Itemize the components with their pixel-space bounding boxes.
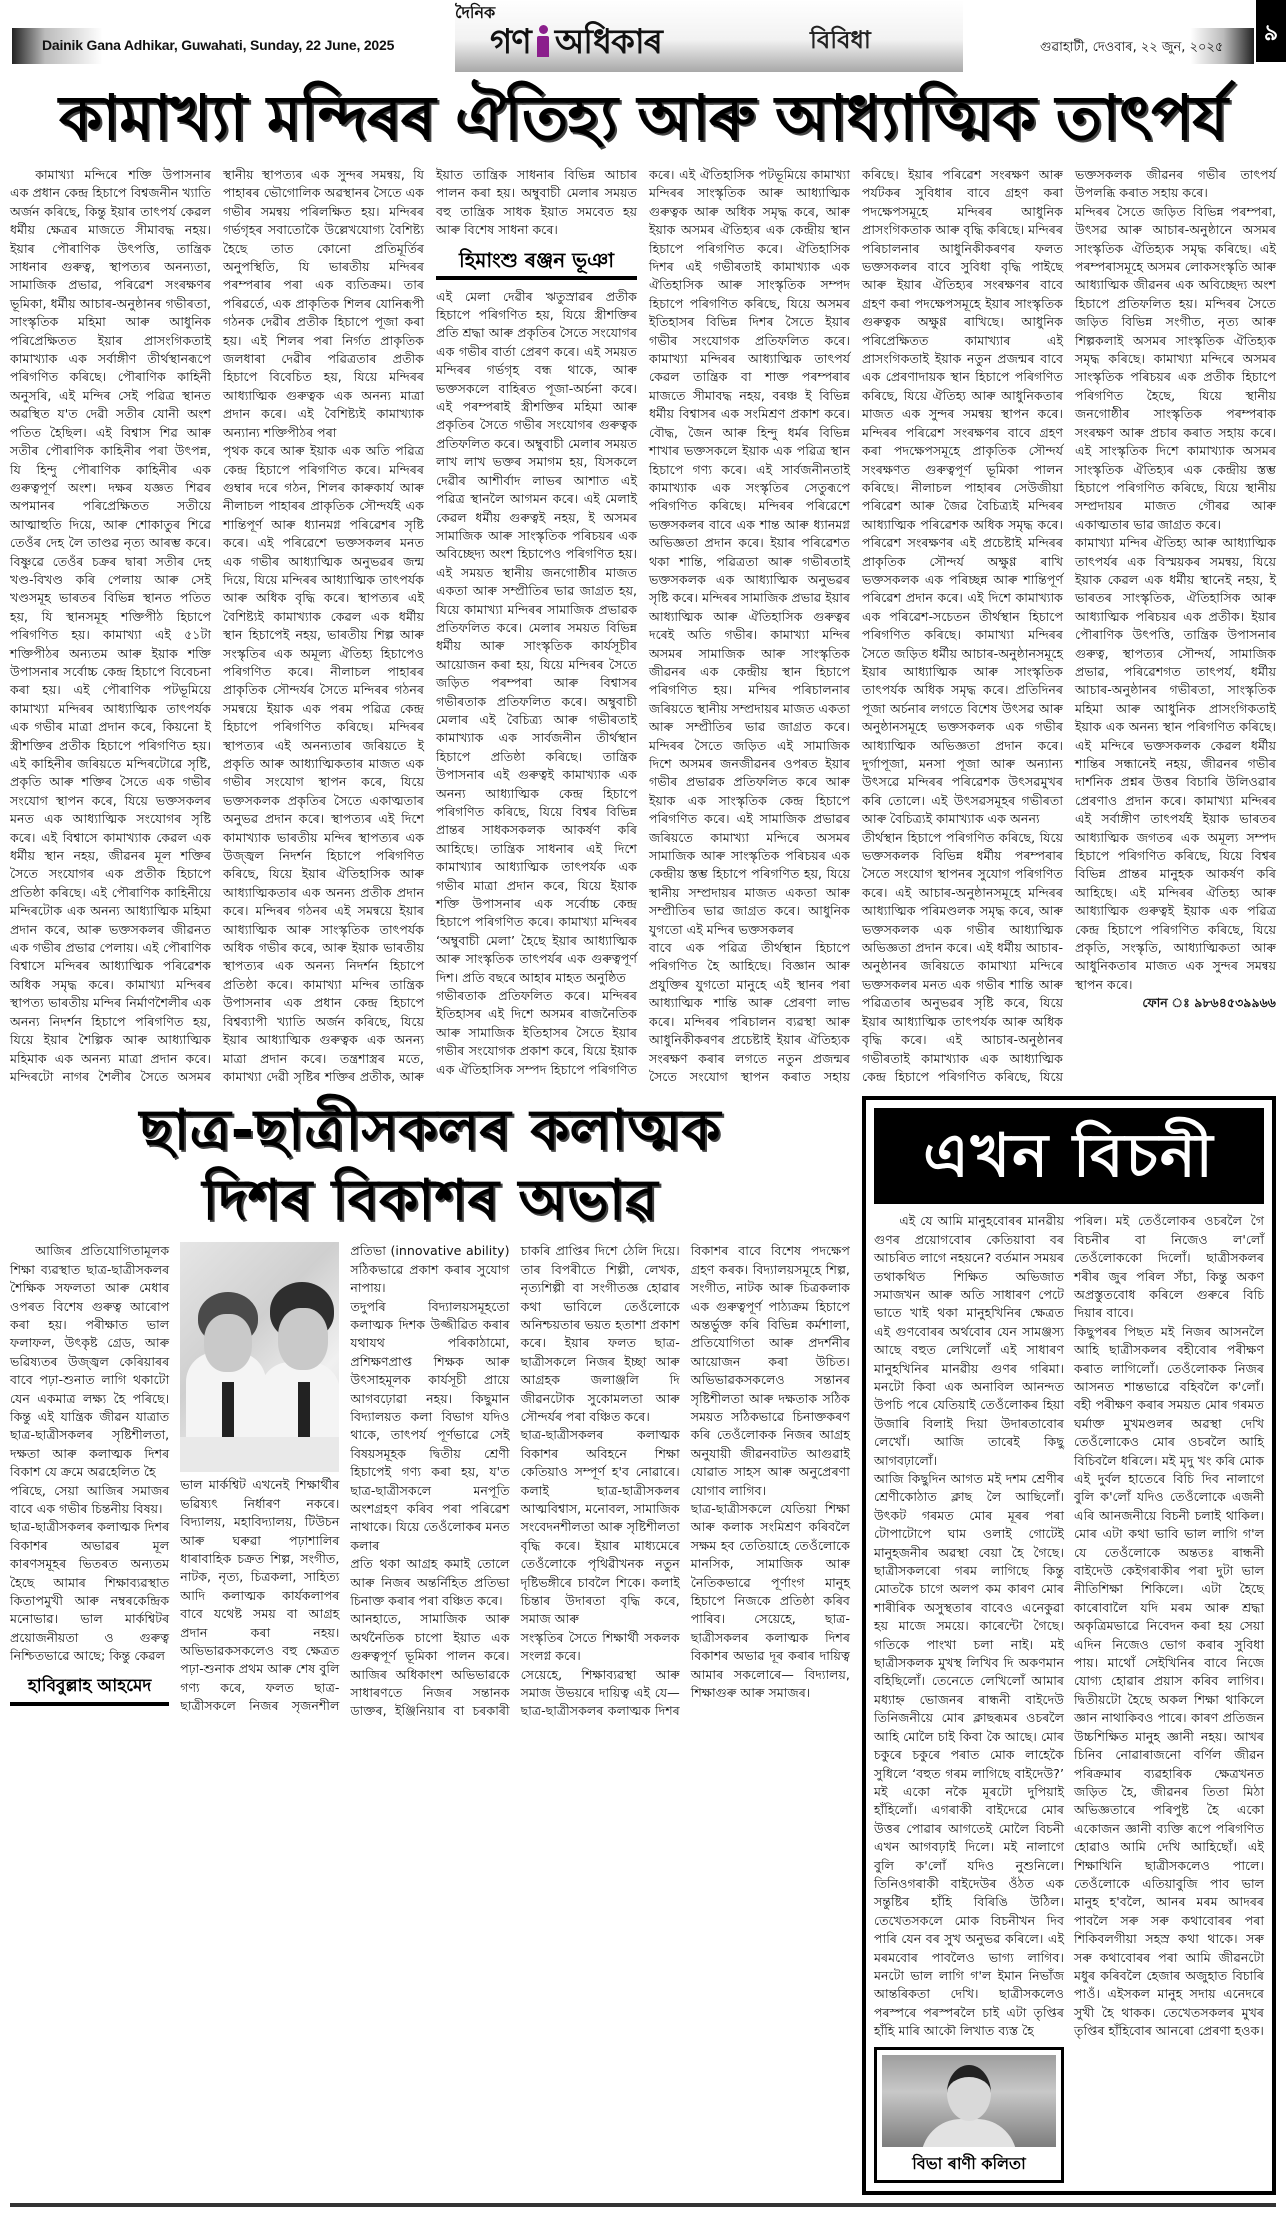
lower-section xyxy=(10,1096,1276,2194)
portrait-shoulders xyxy=(921,2119,1017,2147)
author-portrait xyxy=(882,2055,1056,2147)
article1-paragraph: পৃথক কৰে আৰু ইয়াক এক অতি পৱিত্ৰ কেন্দ্ৰ হিচাপে পৰিগণিত কৰে। মন্দিৰৰ গুম্বাৰ দৰে গঠন, শিলৰ কাৰুকাৰ্য আৰু নীলাচল পাহাৰৰ প্ৰাকৃতিক সৌন্দৰ্যই এক শান্তিপূৰ্ণ আৰু ধ্যানমগ্ন পৰিৱেশৰ সৃষ্টি কৰে। এই পৰিৱেশে ভক্তসকলৰ মনত এক গভীৰ আধ্যাত্মিক অনুভৱৰ জন্ম দিয়ে, যিয়ে মন্দিৰৰ আধ্যাত্মিক তাৎপৰ্যক আৰু অধিক বৃদ্ধি কৰে। স্থাপত্যৰ এই বৈশিষ্ট্যই কামাখ্যাক কেৱল এক ধৰ্মীয় স্থান হিচাপেই নহয়, ভাৰতীয় শিল্প আৰু সংস্কৃতিৰ এক অমূল্য ঐতিহ্য হিচাপেও পৰিগণিত কৰে। নীলাচল পাহাৰৰ প্ৰাকৃতিক সৌন্দৰ্যৰ সৈতে মন্দিৰৰ গঠনৰ সমন্বয়ে ইয়াক এক পৰম পৱিত্ৰ কেন্দ্ৰ হিচাপে পৰিগণিত কৰিছে। মন্দিৰৰ স্থাপত্যৰ এই অনন্যতাৰ জৰিয়তে ই প্ৰকৃতি আৰু আধ্যাত্মিকতাৰ মাজত এক গভীৰ সংযোগ স্থাপন কৰে, যিয়ে ভক্তসকলক প্ৰকৃতিৰ সৈতে একাত্মতাৰ অনুভৱ প্ৰদান কৰে। স্থাপত্যৰ এই দিশে কামাখ্যাক ভাৰতীয় মন্দিৰ স্থাপত্যৰ এক উজ্জ্বল নিদৰ্শন হিচাপে পৰিগণিত কৰিছে, যিয়ে ইয়াৰ ঐতিহাসিক আৰু আধ্যাত্মিকতাৰ এক অনন্য প্ৰতীক প্ৰদান কৰে। মন্দিৰৰ গঠনৰ এই সমন্বয়ে ইয়াৰ আধ্যাত্মিক আৰু সাংস্কৃতিক তাৎপৰ্যক অধিক গভীৰ কৰে, আৰু ইয়াক ভাৰতীয় স্থাপত্যৰ এক অনন্য নিদৰ্শন হিচাপে প্ৰতিষ্ঠা কৰে। কামাখ্যা মন্দিৰ তান্ত্ৰিক উপাসনাৰ এক প্ৰধান কেন্দ্ৰ হিচাপে বিশ্বব্যাপী খ্যাতি অৰ্জন কৰিছে, যিয়ে ইয়াৰ আধ্যাত্মিক গুৰুত্বক এক অনন্য মাত্ৰা প্ৰদান কৰে। তন্ত্ৰশাস্ত্ৰৰ মতে, কামাখ্যা দেৱী সৃষ্টিৰ শক্তিৰ প্ৰতীক, আৰু ইয়াত তান্ত্ৰিক সাধনাৰ বিভিন্ন আচাৰ পালন কৰা হয়। অম্বুবাচী মেলাৰ সময়ত বহু তান্ত্ৰিক সাধক ইয়াত সমবেত হয় আৰু বিশেষ সাধনা কৰে। xyxy=(223,167,637,1084)
masthead xyxy=(0,0,1286,72)
bichani-author: বিভা ৰাণী কলিতা xyxy=(912,2153,1026,2173)
article2-paragraph: পৰিছে, সেয়া আজিৰ সমাজৰ বাবে এক গভীৰ চিন্তনীয় বিষয়। ছাত্ৰ-ছাত্ৰীসকলৰ কলাত্মক দিশৰ বিকাশৰ অভাৱৰ মূল কাৰণসমূহৰ ভিতৰত অন্যতম হৈছে আমাৰ শিক্ষাব্যৱস্থাত কিতাপমুখী আৰু নম্বৰকেন্দ্ৰিক মনোভাৱ। ভাল মাৰ্কশ্বিটৰ প্ৰয়োজনীয়তা ও গুৰুত্ব নিশ্চিতভাৱে আছে; কিন্তু কেৱল xyxy=(10,1482,170,1664)
article2-byline: হাবিবুল্লাহ আহমেদ xyxy=(27,1675,152,1696)
article1-paragraph: গভীৰতাক প্ৰতিফলিত কৰে। মন্দিৰৰ ইতিহাসৰ এই দিশে অসমৰ ৰাজনৈতিক আৰু সামাজিক ইতিহাসৰ সৈতে ইয়াৰ গভীৰ সংযোগক প্ৰকাশ কৰে, যিয়ে ইয়াক এক ঐতিহাসিক সম্পদ হিচাপে পৰিগণিত কৰে। এই ঐতিহাসিক পটভূমিয়ে কামাখ্যা মন্দিৰৰ সাংস্কৃতিক আৰু আধ্যাত্মিক গুৰুত্বক আৰু অধিক সমৃদ্ধ কৰে, আৰু ইয়াক অসমৰ ঐতিহ্যৰ এক কেন্দ্ৰীয় স্থান হিচাপে পৰিগণিত কৰে। ঐতিহাসিক দিশৰ এই গভীৰতাই কামাখ্যাক এক ঐতিহাসিক আৰু সাংস্কৃতিক সম্পদ হিচাপে পৰিগণিত কৰিছে, যিয়ে অসমৰ ইতিহাসৰ বিভিন্ন দিশৰ সৈতে ইয়াৰ গভীৰ সংযোগক প্ৰতিফলিত কৰে। কামাখ্যা মন্দিৰৰ আধ্যাত্মিক তাৎপৰ্য কেৱল তান্ত্ৰিক বা শাক্ত পৰম্পৰাৰ মাজতে সীমাবদ্ধ নহয়, বৰঞ্চ ই বিভিন্ন ধৰ্মীয় বিশ্বাসৰ এক সংমিশ্ৰণ প্ৰকাশ কৰে। বৌদ্ধ, জৈন আৰু হিন্দু ধৰ্মৰ বিভিন্ন শাখাৰ ভক্তসকলে ইয়াক এক পৱিত্ৰ স্থান হিচাপে গণ্য কৰে। এই সাৰ্বজনীনতাই কামাখ্যাক এক সংস্কৃতিৰ সেতুৰূপে পৰিগণিত কৰিছে। মন্দিৰৰ পৰিৱেশে ভক্তসকলৰ বাবে এক শান্ত আৰু ধ্যানমগ্ন অভিজ্ঞতা প্ৰদান কৰে। ইয়াৰ পৰিৱেশত থকা শান্তি, পৱিত্ৰতা আৰু গভীৰতাই ভক্তসকলক এক আধ্যাত্মিক অনুভৱৰ সৃষ্টি কৰে। মন্দিৰৰ সামাজিক প্ৰভাৱ ইয়াৰ আধ্যাত্মিক আৰু ঐতিহাসিক গুৰুত্বৰ দৰেই অতি গভীৰ। কামাখ্যা মন্দিৰ অসমৰ সামাজিক আৰু সাংস্কৃতিক জীৱনৰ এক কেন্দ্ৰীয় স্থান হিচাপে পৰিগণিত হয়। মন্দিৰ পৰিচালনাৰ জৰিয়তে স্থানীয় সম্প্ৰদায়ৰ মাজত একতা আৰু সম্প্ৰীতিৰ ভাৱ জাগ্ৰত কৰে। মন্দিৰৰ সৈতে জড়িত এই সামাজিক দিশে অসমৰ জনজীৱনৰ ওপৰত ইয়াৰ গভীৰ প্ৰভাৱক প্ৰতিফলিত কৰে আৰু ইয়াক এক সাংস্কৃতিক কেন্দ্ৰ হিচাপে পৰিগণিত কৰে। এই সামাজিক প্ৰভাৱৰ জৰিয়তে কামাখ্যা মন্দিৰে অসমৰ সামাজিক আৰু সাংস্কৃতিক পৰিচয়ৰ এক কেন্দ্ৰীয় স্তম্ভ হিচাপে পৰিগণিত হয়, যিয়ে স্থানীয় সম্প্ৰদায়ৰ মাজত একতা আৰু সম্প্ৰীতিৰ ভাৱ জাগ্ৰত কৰে। আধুনিক যুগতো এই মন্দিৰ ভক্তসকলৰ xyxy=(436,167,850,1077)
edition-line: Dainik Gana Adhikar, Guwahati, Sunday, 22 June, 2025 xyxy=(42,37,395,53)
column-box-ekhon-bichani xyxy=(862,1096,1276,2194)
article1-paragraph: এই মেলা দেৱীৰ ঋতুস্ৰাৱৰ প্ৰতীক হিচাপে পৰিগণিত হয়, যিয়ে স্ত্ৰীশক্তিৰ প্ৰতি শ্ৰদ্ধা আৰু প্ৰকৃতিৰ সৈতে সংযোগৰ এক গভীৰ বাৰ্তা প্ৰেৰণ কৰে। এই সময়ত মন্দিৰৰ গৰ্ভগৃহ বন্ধ থাকে, আৰু ভক্তসকলে বাহিৰত পূজা-অৰ্চনা কৰে। এই পৰম্পৰাই স্ত্ৰীশক্তিৰ মহিমা আৰু প্ৰকৃতিৰ সৈতে গভীৰ সংযোগৰ গুৰুত্বক প্ৰতিফলিত কৰে। অম্বুবাচী মেলাৰ সময়ত লাখ লাখ ভক্তৰ সমাগম হয়, যিসকলে দেৱীৰ আশীৰ্বাদ লাভৰ আশাত এই পৱিত্ৰ স্থানলৈ আগমন কৰে। এই মেলাই কেৱল ধৰ্মীয় গুৰুত্বই নহয়, ই অসমৰ সামাজিক আৰু সাংস্কৃতিক পৰিচয়ৰ এক অবিচ্ছেদ্য অংশ হিচাপেও পৰিগণিত হয়। এই সময়ত স্থানীয় জনগোষ্ঠীৰ মাজত একতা আৰু সম্প্ৰীতিৰ ভাৱ জাগ্ৰত হয়, যিয়ে কামাখ্যা মন্দিৰৰ সামাজিক প্ৰভাৱক প্ৰতিফলিত কৰে। মেলাৰ সময়ত বিভিন্ন ধৰ্মীয় আৰু সাংস্কৃতিক কাৰ্যসূচীৰ আয়োজন কৰা হয়, যিয়ে মন্দিৰৰ সৈতে জড়িত পৰম্পৰা আৰু বিশ্বাসৰ গভীৰতাক প্ৰতিফলিত কৰে। অম্বুবাচী মেলাৰ এই বৈচিত্ৰ্য আৰু গভীৰতাই কামাখ্যাক এক সাৰ্বজনীন তীৰ্থস্থান হিচাপে প্ৰতিষ্ঠা কৰিছে। তান্ত্ৰিক উপাসনাৰ এই গুৰুত্বই কামাখ্যাক এক অনন্য আধ্যাত্মিক কেন্দ্ৰ হিচাপে পৰিগণিত কৰিছে, যিয়ে বিশ্বৰ বিভিন্ন প্ৰান্তৰ সাধকসকলক আকৰ্ষণ কৰি আহিছে। তান্ত্ৰিক সাধনাৰ এই দিশে কামাখ্যাৰ আধ্যাত্মিক তাৎপৰ্যক এক গভীৰ মাত্ৰা প্ৰদান কৰে, যিয়ে ইয়াক শক্তি উপাসনাৰ এক সৰ্বোচ্চ কেন্দ্ৰ হিচাপে পৰিগণিত কৰে। কামাখ্যা মন্দিৰৰ ‘অম্বুবাচী মেলা’ হৈছে ইয়াৰ আধ্যাত্মিক আৰু সাংস্কৃতিক তাৎপৰ্যৰ এক গুৰুত্বপূৰ্ণ দিশ। প্ৰতি বছৰে আহাৰ মাহত অনুষ্ঠিত xyxy=(436,288,637,985)
article2-paragraph: ভাল মাৰ্কশ্বিট এখনেই শিক্ষাৰ্থীৰ ভৱিষ্যৎ নিৰ্ধাৰণ নকৰে। বিদ্যালয়, মহাবিদ্যালয়, টিউচন আৰু ঘৰুৱা পঢ়াশালিৰ ধাৰাবাহিক চক্ৰত শিল্প, সংগীত, নাটক, নৃত্য, চিত্ৰকলা, সাহিত্য আদি কলাত্মক কাৰ্যকলাপৰ বাবে যথেষ্ট সময় বা আগ্ৰহ প্ৰদান কৰা নহয়। অভিভাৱকসকলেও বহু ক্ষেত্ৰত পঢ়া-শুনাক প্ৰথম আৰু শেষ বুলি গণ্য কৰে, ফলত ছাত্ৰ-ছাত্ৰীসকলে নিজৰ সৃজনশীল প্ৰতিভা (innovative ability) সঠিকভাৱে প্ৰকাশ কৰাৰ সুযোগ নাপায়। তদুপৰি বিদ্যালয়সমূহতো কলাত্মক দিশক উজ্জীৱিত কৰাৰ যথাযথ পৰিকাঠামো, প্ৰশিক্ষণপ্ৰাপ্ত শিক্ষক আৰু উৎসাহমূলক কাৰ্যসূচী প্ৰায়ে আগবঢ়োৱা নহয়। কিছুমান বিদ্যালয়ত কলা বিভাগ যদিও থাকে, তাৎপৰ্য পূৰ্ণভাৱে সেই বিষয়সমূহক দ্বিতীয় শ্ৰেণী হিচাপেই গণ্য কৰা হয়, য'ত ছাত্ৰ-ছাত্ৰীসকলে মনপূতি অংশগ্ৰহণ কৰিব পৰা পৰিৱেশ নাথাকে। যিয়ে তেওঁলোকৰ মনত কলাৰ xyxy=(180,1243,510,1714)
byline-rule xyxy=(10,1702,169,1706)
article1-body xyxy=(10,166,1276,1086)
logo-wordmark xyxy=(490,16,662,73)
page-bottom-rule xyxy=(10,2203,1276,2207)
logo-right: অধিকাৰ xyxy=(554,22,662,62)
article2-paragraph: আজিৰ প্ৰতিযোগিতামূলক শিক্ষা ব্যৱস্থাত ছাত্ৰ-ছাত্ৰীসকলৰ শৈক্ষিক সফলতা আৰু মেধাৰ ওপৰত বিশেষ গুৰুত্ব আৰোপ কৰা হয়। পৰীক্ষাত ভাল ফলাফল, উৎকৃষ্ট গ্ৰেড, আৰু ভৱিষ্যতৰ উজ্জ্বল কেৰিয়াৰৰ বাবে পঢ়া-শুনাত লাগি থকাটো যেন একমাত্ৰ লক্ষ্য হৈ পৰিছে। কিন্তু এই যান্ত্ৰিক জীৱন যাত্ৰাত ছাত্ৰ-ছাত্ৰীসকলৰ সৃষ্টিশীলতা, দক্ষতা আৰু কলাত্মক দিশৰ বিকাশ যে ক্ৰমে অৱহেলিত হৈ xyxy=(10,1243,170,1480)
contact-phone: ফোন ঃ ৯৮৬৪৫৩৯৯৬৬ xyxy=(1142,995,1276,1011)
photo-face xyxy=(278,1308,328,1370)
article2-body xyxy=(10,1242,850,1721)
column-title: এখন বিচনী xyxy=(874,1108,1264,1204)
article2-paragraph: প্ৰতি থকা আগ্ৰহ কমাই তোলে আৰু নিজৰ অন্তৰ্নিহিত প্ৰতিভা চিনাক্ত কৰাৰ পৰা বঞ্চিত কৰে। আনহাতে, সামাজিক আৰু অৰ্থনৈতিক চাপো ইয়াত এক গুৰুত্বপূৰ্ণ ভূমিকা পালন কৰে। আজিৰ অধিকাংশ অভিভাৱকে সাধাৰণতে নিজৰ সন্তানক ডাক্তৰ, ইঞ্জিনিয়াৰ বা চৰকাৰী চাকৰি প্ৰাপ্তিৰ দিশে ঠেলি দিয়ে। তাৰ বিপৰীতে শিল্পী, লেখক, নৃত্যশিল্পী বা সংগীতজ্ঞ হোৱাৰ কথা ভাবিলে তেওঁলোকে অনিশ্চয়তাৰ ভয়ত হতাশা প্ৰকাশ কৰে। ইয়াৰ ফলত ছাত্ৰ-ছাত্ৰীসকলে নিজৰ ইচ্ছা আৰু আগ্ৰহক জলাঞ্জলি দি জীৱনটোক সুকোমলতা আৰু সৌন্দৰ্যৰ পৰা বঞ্চিত কৰে। ছাত্ৰ-ছাত্ৰীসকলৰ কলাত্মক বিকাশৰ অবিহনে শিক্ষা কেতিয়াও সম্পূৰ্ণ হ'ব নোৱাৰে। কলাই ছাত্ৰ-ছাত্ৰীসকলৰ আত্মবিশ্বাস, মনোবল, সামাজিক সংবেদনশীলতা আৰু সৃষ্টিশীলতা বৃদ্ধি কৰে। ইয়াৰ মাধ্যমেৰে তেওঁলোকে পৃথিৱীখনক নতুন দৃষ্টিভঙ্গীৰে চাবলৈ শিকে। কলাই চিন্তাৰ উদাৰতা বৃদ্ধি কৰে, সমাজ আৰু xyxy=(350,1243,680,1719)
article2-byline-block xyxy=(10,1672,169,1706)
author-photo-frame xyxy=(874,2047,1064,2183)
bichani-body xyxy=(874,1212,1264,2182)
people-icon xyxy=(535,25,551,57)
article2-headline-line1: ছাত্ৰ-ছাত্ৰীসকলৰ কলাত্মক xyxy=(139,1098,721,1164)
page-number: ৯ xyxy=(1256,0,1286,62)
edition-strip xyxy=(12,28,424,64)
photo-face xyxy=(204,1314,252,1372)
byline-rule xyxy=(436,276,637,280)
logo-prefix: দৈনিক xyxy=(455,3,496,22)
bichani-paragraph: এই যে আমি মানুহবোৰৰ মানৱীয় গুণৰ প্ৰয়োগবোৰ কেতিয়াবা বৰ আচৰিত লাগে নহয়নে? বৰ্তমান সময়ৰ তথাকথিত শিক্ষিত অভিজাত সমাজখন আৰু অতি সাধাৰণ পেটে ভাতে খাই থকা মানুহখিনিৰ ক্ষেত্ৰত এই গুণবোৰৰ অৰ্থবোৰ যেন সামঞ্জস্য আছে বহুত লেখিলোঁ এই সাধাৰণ মানুহখিনিৰ মানৱীয় গুণৰ গৰিমা। মনটো কিবা এক অনাবিল আনন্দত উপচি পৰে যেতিয়াই তেওঁলোকৰ হিয়া উজাৰি বিলাই দিয়া উদাৰতাবোৰ লেখোঁ। আজি তাৰেই কিছু আগবঢ়ালোঁ। আজি কিছুদিন আগত মই দশম শ্ৰেণীৰ শ্ৰেণীকোঠাত ক্লাছ লৈ আছিলোঁ। উৎকট গৰমত মোৰ মূৰৰ পৰা টোপাটোপে ঘাম ওলাই গোটেই মানুহজনীৰ অৱস্থা বেয়া হৈ গৈছে। ছাত্ৰীসকলৰো গৰম লাগিছে কিন্তু মোতকৈ চাগে অলপ কম কাৰণ মোৰ শাৰীৰিক অসুস্থতাৰ বাবেও এনেকুৱা হয় মাজে সময়ে। কাৰেন্টো গৈছে। গতিকে পাংখা চলা নাই। মই ছাত্ৰীসকলক মুখস্থ লিখিব দি অকণমান বহিছিলোঁ। তেনেতে লেখিলোঁ আমাৰ মধ্যাহ্ন ভোজনৰ ৰান্ধনী বাইদেউ তিনিজনীয়ে মোৰ ক্লাছৰূমৰ ওচৰলৈ আহি মোলৈ চাই কিবা কৈ আছে। মোৰ চকুৰে চকুৰে পৰাত মোক লাহেকৈ সুধিলে ‘বহুত গৰম লাগিছে বাইদেউ?’ মই একো নকৈ মূৰটো দুপিয়াই হাঁহিলোঁ। এগৰাকী বাইদেৱে মোৰ উত্তৰ পোৱাৰ আগতেই মোলৈ বিচনী এখন আগবঢ়াই দিলে। মই নালাগে বুলি ক'লোঁ যদিও নুশুনিলে। তিনিওগৰাকী বাইদেউৰ ওঁঠত এক সন্তুষ্টিৰ হাঁহি বিৰিঙি উঠিল। তেখেতসকলে মোক বিচনীখন দিব পাৰি যেন বৰ সুখ অনুভৱ কৰিলে। এই মৰমবোৰ পাবলৈও ভাগ্য লাগিব। মনটো ভাল লাগি গ'ল ইমান নিভাঁজ আন্তৰিকতা দেখি। ছাত্ৰীসকলেও পৰস্পৰে পৰস্পৰলৈ চাই এটা তৃপ্তিৰ হাঁহি মাৰি আকৌ লিখাত ব্যস্ত হৈ xyxy=(874,1213,1064,2039)
bichani-paragraph: পৰিল। মই তেওঁলোকৰ ওচৰলৈ গৈ বিচনীৰ বা নিজেও ল'লোঁ তেওঁলোককো দিলোঁ। ছাত্ৰীসকলৰ শৰীৰ জুৰ পৰিল সঁচা, কিন্তু অকণ অপ্ৰস্তুতবোধ কৰিলে গুৰুৰে বিচি দিয়াৰ বাবে। কিছুপৰৰ পিছত মই নিজৰ আসনলৈ আহি ছাত্ৰীসকলৰ বহীবোৰ পৰীক্ষণ কৰাত লাগিলোঁ। তেওঁলোকক নিজৰ আসনত শান্তভাৱে বহিবলৈ ক'লোঁ। বহী পৰীক্ষণ কৰাৰ সময়ত মোৰ গৰমত ঘৰ্মাক্ত মুখমণ্ডলৰ অৱস্থা দেখি তেওঁলোকেও মোৰ ওচৰলৈ আহি বিচিবলৈ ধৰিলে। মই মৃদু খং কৰি মোক এই দুৰ্বল হাতেৰে বিচি দিব নালাগে বুলি ক'লোঁ যদিও তেওঁলোকে এজনী এৰি আনজনীয়ে বিচনী চলাই থাকিল। মোৰ এটা কথা ভাবি ভাল লাগি গ'ল যে তেওঁলোকে অন্ততঃ ৰান্ধনী বাইদেউ কেইগৰাকীৰ পৰা দুটা ভাল নীতিশিক্ষা শিকিলে। এটা হৈছে কাৰোবালৈ যদি মৰম আৰু শ্ৰদ্ধা অকৃত্ৰিমভাৱে নিবেদন কৰা হয় সেয়া এদিন নিজেও ভোগ কৰাৰ সুবিধা পায়। মাথোঁ সেইখিনিৰ বাবে নিজে যোগ্য হোৱাৰ প্ৰয়াস কৰিব লাগিব। দ্বিতীয়টো হৈছে অকল শিক্ষা থাকিলে জ্ঞান নাথাকিবও পাৰে। কাৰণ প্ৰতিজন উচ্চশিক্ষিত মানুহ জ্ঞানী নহয়। আখৰ চিনিব নোৱাৰাজনো বৰ্ণিল জীৱন পৰিক্ৰমাৰ ব্যৱহাৰিক ক্ষেত্ৰখনত জড়িত হৈ, জীৱনৰ তিতা মিঠা অভিজ্ঞতাৰে পৰিপুষ্ট হৈ একো একোজন জ্ঞানী ব্যক্তি ৰূপে পৰিগণিত হোৱাও আমি দেখি আহিছোঁ। এই শিক্ষাখিনি ছাত্ৰীসকলেও পালে। তেওঁলোকে এতিয়াবুজি পাব ভাল মানুহ হ'বলৈ, আনৰ মৰম আদৰৰ পাবলৈ সৰু সৰু কথাবোৰৰ পৰা শিকিবলগীয়া সহস্ৰ কথা থাকে। সৰু সৰু কথাবোৰৰ পৰা আমি জীৱনটো মধুৰ কৰিবলৈ হেজাৰ অজুহাত বিচাৰি পাওঁ। এইসকল মানুহ সদায় এনেদৰে সুখী হৈ থাকক। তেখেতসকলৰ মুখৰ তৃপ্তিৰ হাঁহিবোৰ আনৰো প্ৰেৰণা হওক। xyxy=(1074,1213,1264,2039)
article1-byline: হিমাংশু ৰঞ্জন ভূঞা xyxy=(459,247,614,272)
article1-headline: কামাখ্যা মন্দিৰৰ ঐতিহ্য আৰু আধ্যাত্মিক তাৎপৰ্য xyxy=(58,81,1228,154)
article1-byline-block xyxy=(436,246,637,280)
article1-paragraph: তীৰ্থস্থান হিচাপে পৰিগণিত কৰিছে, যিয়ে ভক্তসকলক বিভিন্ন ধৰ্মীয় পৰম্পৰাৰ সৈতে সংযোগ স্থাপনৰ সুযোগ পৰিগণিত কৰে। এই আচাৰ-অনুষ্ঠানসমূহে মন্দিৰৰ আধ্যাত্মিক পৰিমণ্ডলক সমৃদ্ধ কৰে, আৰু ভক্তসকলক এক গভীৰ আধ্যাত্মিক অভিজ্ঞতা প্ৰদান কৰে। এই ধৰ্মীয় আচাৰ-অনুষ্ঠানৰ জৰিয়তে কামাখ্যা মন্দিৰে ভক্তসকলৰ মনত এক গভীৰ শান্তি আৰু পৱিত্ৰতাৰ অনুভৱৰ সৃষ্টি কৰে, যিয়ে ইয়াৰ আধ্যাত্মিক তাৎপৰ্যক আৰু অধিক বৃদ্ধি কৰে। এই আচাৰ-অনুষ্ঠানৰ গভীৰতাই কামাখ্যাক এক আধ্যাত্মিক কেন্দ্ৰ হিচাপে পৰিগণিত কৰিছে, যিয়ে ভক্তসকলক জীৱনৰ গভীৰ তাৎপৰ্য উপলব্ধি কৰাত সহায় কৰে। মন্দিৰৰ সৈতে জড়িত বিভিন্ন পৰম্পৰা, উৎসৱ আৰু আচাৰ-অনুষ্ঠানে অসমৰ সাংস্কৃতিক ঐতিহ্যক সমৃদ্ধ কৰিছে। এই পৰম্পৰাসমূহে অসমৰ লোকসংস্কৃতি আৰু আধ্যাত্মিক জীৱনৰ এক অবিচ্ছেদ্য অংশ হিচাপে প্ৰতিফলিত হয়। মন্দিৰৰ সৈতে জড়িত বিভিন্ন সংগীত, নৃত্য আৰু শিল্পকলাই অসমৰ সাংস্কৃতিক ঐতিহ্যক সমৃদ্ধ কৰিছে। কামাখ্যা মন্দিৰে অসমৰ সাংস্কৃতিক পৰিচয়ৰ এক প্ৰতীক হিচাপে পৰিগণিত হৈছে, যিয়ে স্থানীয় জনগোষ্ঠীৰ সাংস্কৃতিক পৰম্পৰাক সংৰক্ষণ আৰু প্ৰচাৰ কৰাত সহায় কৰে। এই সাংস্কৃতিক দিশে কামাখ্যাক অসমৰ সাংস্কৃতিক ঐতিহ্যৰ এক কেন্দ্ৰীয় স্তম্ভ হিচাপে পৰিগণিত কৰিছে, যিয়ে স্থানীয় সম্প্ৰদায়ৰ মাজত গৌৰৱ আৰু একাত্মতাৰ ভাৱ জাগ্ৰত কৰে। কামাখ্যা মন্দিৰ ঐতিহ্য আৰু আধ্যাত্মিক তাৎপৰ্যৰ এক বিস্ময়কৰ সমন্বয়, যিয়ে ইয়াক কেৱল এক ধৰ্মীয় স্থানেই নহয়, ই ভাৰতৰ সাংস্কৃতিক, ঐতিহাসিক আৰু আধ্যাত্মিক পৰিচয়ৰ এক প্ৰতীক। ইয়াৰ পৌৰাণিক উৎপত্তি, তান্ত্ৰিক উপাসনাৰ গুৰুত্ব, স্থাপত্যৰ সৌন্দৰ্য, সামাজিক প্ৰভাৱ, পৰিৱেশগত তাৎপৰ্য, ধৰ্মীয় আচাৰ-অনুষ্ঠানৰ গভীৰতা, সাংস্কৃতিক মহিমা আৰু আধুনিক প্ৰাসংগিকতাই ইয়াক এক অনন্য স্থান পৰিগণিত কৰিছে। এই মন্দিৰে ভক্তসকলক কেৱল ধৰ্মীয় শান্তিৰ সন্ধানেই নহয়, জীৱনৰ গভীৰ দাৰ্শনিক প্ৰশ্নৰ উত্তৰ বিচাৰি উলিওৱাৰ প্ৰেৰণাও প্ৰদান কৰে। কামাখ্যা মন্দিৰৰ এই সৰ্বাঙ্গীণ তাৎপৰ্যই ইয়াক ভাৰতৰ আধ্যাত্মিক জগতৰ এক অমূল্য সম্পদ হিচাপে পৰিগণিত কৰিছে, যিয়ে বিশ্বৰ বিভিন্ন প্ৰান্তৰ মানুহক আকৰ্ষণ কৰি আহিছে। এই মন্দিৰৰ ঐতিহ্য আৰু আধ্যাত্মিক গুৰুত্বই ইয়াক এক পৱিত্ৰ কেন্দ্ৰ হিচাপে পৰিগণিত কৰিছে, যিয়ে প্ৰকৃতি, সংস্কৃতি, আধ্যাত্মিকতা আৰু আধুনিকতাৰ মাজত এক সুন্দৰ সমন্বয় স্থাপন কৰে। xyxy=(862,167,1276,1084)
article1-paragraph: বাবে এক পৱিত্ৰ তীৰ্থস্থান হিচাপে পৰিগণিত হৈ আহিছে। বিজ্ঞান আৰু প্ৰযুক্তিৰ যুগতো মানুহে এই স্থানৰ পৰা আধ্যাত্মিক শান্তি আৰু প্ৰেৰণা লাভ কৰে। মন্দিৰৰ পৰিচালন ব্যৱস্থা আৰু আধুনিকীকৰণৰ প্ৰচেষ্টাই ইয়াৰ ঐতিহ্যক সংৰক্ষণ কৰাৰ লগতে নতুন প্ৰজন্মৰ সৈতে সংযোগ স্থাপন কৰাত সহায় কৰিছে। ইয়াৰ পৰিৱেশ সংৰক্ষণ আৰু পৰ্যটকৰ সুবিধাৰ বাবে গ্ৰহণ কৰা পদক্ষেপসমূহে মন্দিৰৰ আধুনিক প্ৰাসংগিকতাক আৰু বৃদ্ধি কৰিছে। মন্দিৰৰ পৰিচালনাৰ আধুনিকীকৰণৰ ফলত ভক্তসকলৰ বাবে সুবিধা বৃদ্ধি পাইছে আৰু ইয়াৰ ঐতিহ্যৰ সংৰক্ষণৰ বাবে গ্ৰহণ কৰা পদক্ষেপসমূহে ইয়াৰ সাংস্কৃতিক গুৰুত্বক অক্ষুণ্ণ ৰাখিছে। আধুনিক পৰিপ্ৰেক্ষিতত কামাখ্যাৰ এই প্ৰাসংগিকতাই ইয়াক নতুন প্ৰজন্মৰ বাবে এক প্ৰেৰণাদায়ক স্থান হিচাপে পৰিগণিত কৰিছে, যিয়ে ঐতিহ্য আৰু আধুনিকতাৰ মাজত এক সুন্দৰ সমন্বয় স্থাপন কৰে। মন্দিৰৰ পৰিৱেশ সংৰক্ষণৰ বাবে গ্ৰহণ কৰা পদক্ষেপসমূহে প্ৰাকৃতিক সৌন্দৰ্য সংৰক্ষণত গুৰুত্বপূৰ্ণ ভূমিকা পালন কৰিছে। নীলাচল পাহাৰৰ সেউজীয়া পৰিৱেশ আৰু জৈৱ বৈচিত্ৰ্যই মন্দিৰৰ আধ্যাত্মিক পৰিৱেশক অধিক সমৃদ্ধ কৰে। পৰিৱেশ সংৰক্ষণৰ এই প্ৰচেষ্টাই মন্দিৰৰ প্ৰাকৃতিক সৌন্দৰ্য অক্ষুণ্ণ ৰাখি ভক্তসকলক এক পৰিচ্ছন্ন আৰু শান্তিপূৰ্ণ পৰিৱেশ প্ৰদান কৰে। এই দিশে কামাখ্যাক এক পৰিৱেশ-সচেতন তীৰ্থস্থান হিচাপে পৰিগণিত কৰিছে। কামাখ্যা মন্দিৰৰ সৈতে জড়িত ধৰ্মীয় আচাৰ-অনুষ্ঠানসমূহে ইয়াৰ আধ্যাত্মিক আৰু সাংস্কৃতিক তাৎপৰ্যক অধিক সমৃদ্ধ কৰে। প্ৰতিদিনৰ পূজা অৰ্চনাৰ লগতে বিশেষ উৎসৱ আৰু অনুষ্ঠানসমূহে ভক্তসকলক এক গভীৰ আধ্যাত্মিক অভিজ্ঞতা প্ৰদান কৰে। দুৰ্গাপূজা, মনসা পূজা আৰু অন্যান্য উৎসৱে মন্দিৰৰ পৰিৱেশক উৎসৱমুখৰ কৰি তোলে। এই উৎসৱসমূহৰ গভীৰতা আৰু বৈচিত্ৰ্যই কামাখ্যাক এক অনন্য xyxy=(649,167,1063,1084)
article2-paragraph: সংস্কৃতিৰ সৈতে শিক্ষাৰ্থী সকলক সংলগ্ন কৰে। সেয়েহে, শিক্ষাব্যৱস্থা আৰু সমাজ উভয়ৰে দায়িত্ব এই যে— ছাত্ৰ-ছাত্ৰীসকলৰ কলাত্মক দিশৰ বিকাশৰ বাবে বিশেষ পদক্ষেপ গ্ৰহণ কৰক। বিদ্যালয়সমূহে শিল্প, সংগীত, নাটক আৰু চিত্ৰকলাক এক গুৰুত্বপূৰ্ণ পাঠ্যক্ৰম হিচাপে অন্তৰ্ভুক্ত কৰি বিভিন্ন কৰ্মশালা, প্ৰতিযোগিতা আৰু প্ৰদৰ্শনীৰ আয়োজন কৰা উচিত। অভিভাৱকসকলেও সন্তানৰ সৃষ্টিশীলতা আৰু দক্ষতাক সঠিক সময়ত সঠিকভাৱে চিনাক্তকৰণ কৰি তেওঁলোকক নিজৰ আগ্ৰহ অনুযায়ী জীৱনবাটত আগুৱাই যোৱাত সাহস আৰু অনুপ্ৰেৰণা যোগাব লাগিব। ছাত্ৰ-ছাত্ৰীসকলে যেতিয়া শিক্ষা আৰু কলাক সংমিশ্ৰণ কৰিবলৈ সক্ষম হব তেতিয়াহে তেওঁলোকে মানসিক, সামাজিক আৰু নৈতিকভাৱে পূৰ্ণাংগ মানুহ হিচাপে নিজকে প্ৰতিষ্ঠা কৰিব পাৰিব। সেয়েহে, ছাত্ৰ-ছাত্ৰীসকলৰ কলাত্মক দিশৰ বিকাশৰ অভাৱ দূৰ কৰাৰ দায়িত্ব আমাৰ সকলোৰে— বিদ্যালয়, শিক্ষাগুৰু আৰু সমাজৰ। xyxy=(520,1243,850,1719)
date-strip xyxy=(1000,28,1254,64)
article1-paragraph: কামাখ্যা মন্দিৰে শক্তি উপাসনাৰ এক প্ৰধান কেন্দ্ৰ হিচাপে বিশ্বজনীন খ্যাতি অৰ্জন কৰিছে, কিন্তু ইয়াৰ তাৎপৰ্য কেৱল ধৰ্মীয় ক্ষেত্ৰৰ মাজতে সীমাবদ্ধ নহয়। ইয়াৰ পৌৰাণিক উৎপত্তি, তান্ত্ৰিক সাধনাৰ গুৰুত্ব, স্থাপত্যৰ অনন্যতা, সামাজিক প্ৰভাৱ, পৰিৱেশ সংৰক্ষণৰ ভূমিকা, ধৰ্মীয় আচাৰ-অনুষ্ঠানৰ গভীৰতা, সাংস্কৃতিক মহিমা আৰু আধুনিক পৰিপ্ৰেক্ষিতত ইয়াৰ প্ৰাসংগিকতাই কামাখ্যাক এক সৰ্বাঙ্গীণ তীৰ্থস্থানৰূপে পৰিগণিত কৰিছে। পৌৰাণিক কাহিনী অনুসৰি, এই মন্দিৰ সেই পৱিত্ৰ স্থানত অৱস্থিত য'ত দেৱী সতীৰ যোনী অংশ পতিত হৈছিল। এই বিশ্বাস শিৱ আৰু সতীৰ পৌৰাণিক কাহিনীৰ পৰা উৎপন্ন, যি হিন্দু পৌৰাণিক কাহিনীৰ এক গুৰুত্বপূৰ্ণ অংশ। দক্ষৰ যজ্ঞত শিৱৰ অপমানৰ পৰিপ্ৰেক্ষিতত সতীয়ে আত্মাহুতি দিয়ে, আৰু শোকাতুৰ শিৱে তেওঁৰ দেহ লৈ তাণ্ডৱ নৃত্য আৰম্ভ কৰে। বিষ্ণুৱে তেওঁৰ চক্ৰৰ দ্বাৰা সতীৰ দেহ খণ্ড-বিখণ্ড কৰি পেলায় আৰু সেই খণ্ডসমূহ ভাৰতৰ বিভিন্ন স্থানত পতিত হয়, যি স্থানসমূহ শক্তিপীঠ হিচাপে পৰিগণিত হয়। কামাখ্যা এই ৫১টা শক্তিপীঠৰ অন্যতম আৰু ইয়াক শক্তি উপাসনাৰ সৰ্বোচ্চ কেন্দ্ৰ হিচাপে বিবেচনা কৰা হয়। এই পৌৰাণিক পটভূমিয়ে কামাখ্যা মন্দিৰৰ আধ্যাত্মিক তাৎপৰ্যক এক গভীৰ মাত্ৰা প্ৰদান কৰে, কিয়নো ই স্ত্ৰীশক্তিৰ প্ৰতীক হিচাপে পৰিগণিত হয়। এই কাহিনীৰ জৰিয়তে মন্দিৰটোৱে সৃষ্টি, প্ৰকৃতি আৰু শক্তিৰ সৈতে এক গভীৰ সংযোগ স্থাপন কৰে, যিয়ে ভক্তসকলৰ মনত এক আধ্যাত্মিক সংযোগৰ সৃষ্টি কৰে। এই বিশ্বাসে কামাখ্যাক কেৱল এক ধৰ্মীয় স্থান নহয়, জীৱনৰ মূল শক্তিৰ সৈতে সংযোগৰ এক প্ৰতীক হিচাপে প্ৰতিষ্ঠা কৰিছে। এই পৌৰাণিক কাহিনীয়ে মন্দিৰটোক এক অনন্য আধ্যাত্মিক মহিমা প্ৰদান কৰে, আৰু ভক্তসকলৰ জীৱনত এক গভীৰ প্ৰভাৱ পেলায়। এই পৌৰাণিক বিশ্বাসে মন্দিৰৰ আধ্যাত্মিক পৰিৱেশক অধিক সমৃদ্ধ কৰে। কামাখ্যা মন্দিৰৰ স্থাপত্য ভাৰতীয় মন্দিৰ নিৰ্মাণশৈলীৰ এক অনন্য নিদৰ্শন হিচাপে পৰিগণিত হয়, যিয়ে ইয়াৰ শৈল্পিক আৰু আধ্যাত্মিক মহিমাক এক অনন্য মাত্ৰা প্ৰদান কৰে। মন্দিৰটো নাগৰ শৈলীৰ সৈতে অসমৰ স্থানীয় স্থাপত্যৰ এক সুন্দৰ সমন্বয়, যি পাহাৰৰ ভৌগোলিক অৱস্থানৰ সৈতে এক গভীৰ সমন্বয় পৰিলক্ষিত হয়। মন্দিৰৰ গৰ্ভগৃহৰ সবাতোকৈ উল্লেখযোগ্য বৈশিষ্ট্য হৈছে তাত কোনো প্ৰতিমূৰ্তিৰ অনুপস্থিতি, যি ভাৰতীয় মন্দিৰৰ পৰম্পৰাৰ পৰা এক ব্যতিক্ৰম। তাৰ পৰিৱৰ্তে, এক প্ৰাকৃতিক শিলৰ যোনিৰূপী গঠনক দেৱীৰ প্ৰতীক হিচাপে পূজা কৰা হয়। এই শিলৰ পৰা নিৰ্গত প্ৰাকৃতিক জলধাৰা দেৱীৰ পৱিত্ৰতাৰ প্ৰতীক হিচাপে বিবেচিত হয়, যিয়ে মন্দিৰৰ আধ্যাত্মিক গুৰুত্বক এক অনন্য মাত্ৰা প্ৰদান কৰে। এই বৈশিষ্ট্যই কামাখ্যাক অন্যান্য শক্তিপীঠৰ পৰা xyxy=(10,167,424,1084)
newspaper-logo xyxy=(455,0,963,72)
students-photo xyxy=(180,1242,339,1472)
article2 xyxy=(10,1096,850,1721)
portrait-face xyxy=(947,2065,991,2121)
photo-desk xyxy=(180,1437,339,1472)
section-name: বিবিধা xyxy=(810,26,871,54)
date-assamese: গুৱাহাটী, দেওবাৰ, ২২ জুন, ২০২৫ xyxy=(1040,40,1224,55)
logo-left: গণ xyxy=(490,22,531,62)
article2-headline-line2: দিশৰ বিকাশৰ অভাৱ xyxy=(202,1168,658,1234)
